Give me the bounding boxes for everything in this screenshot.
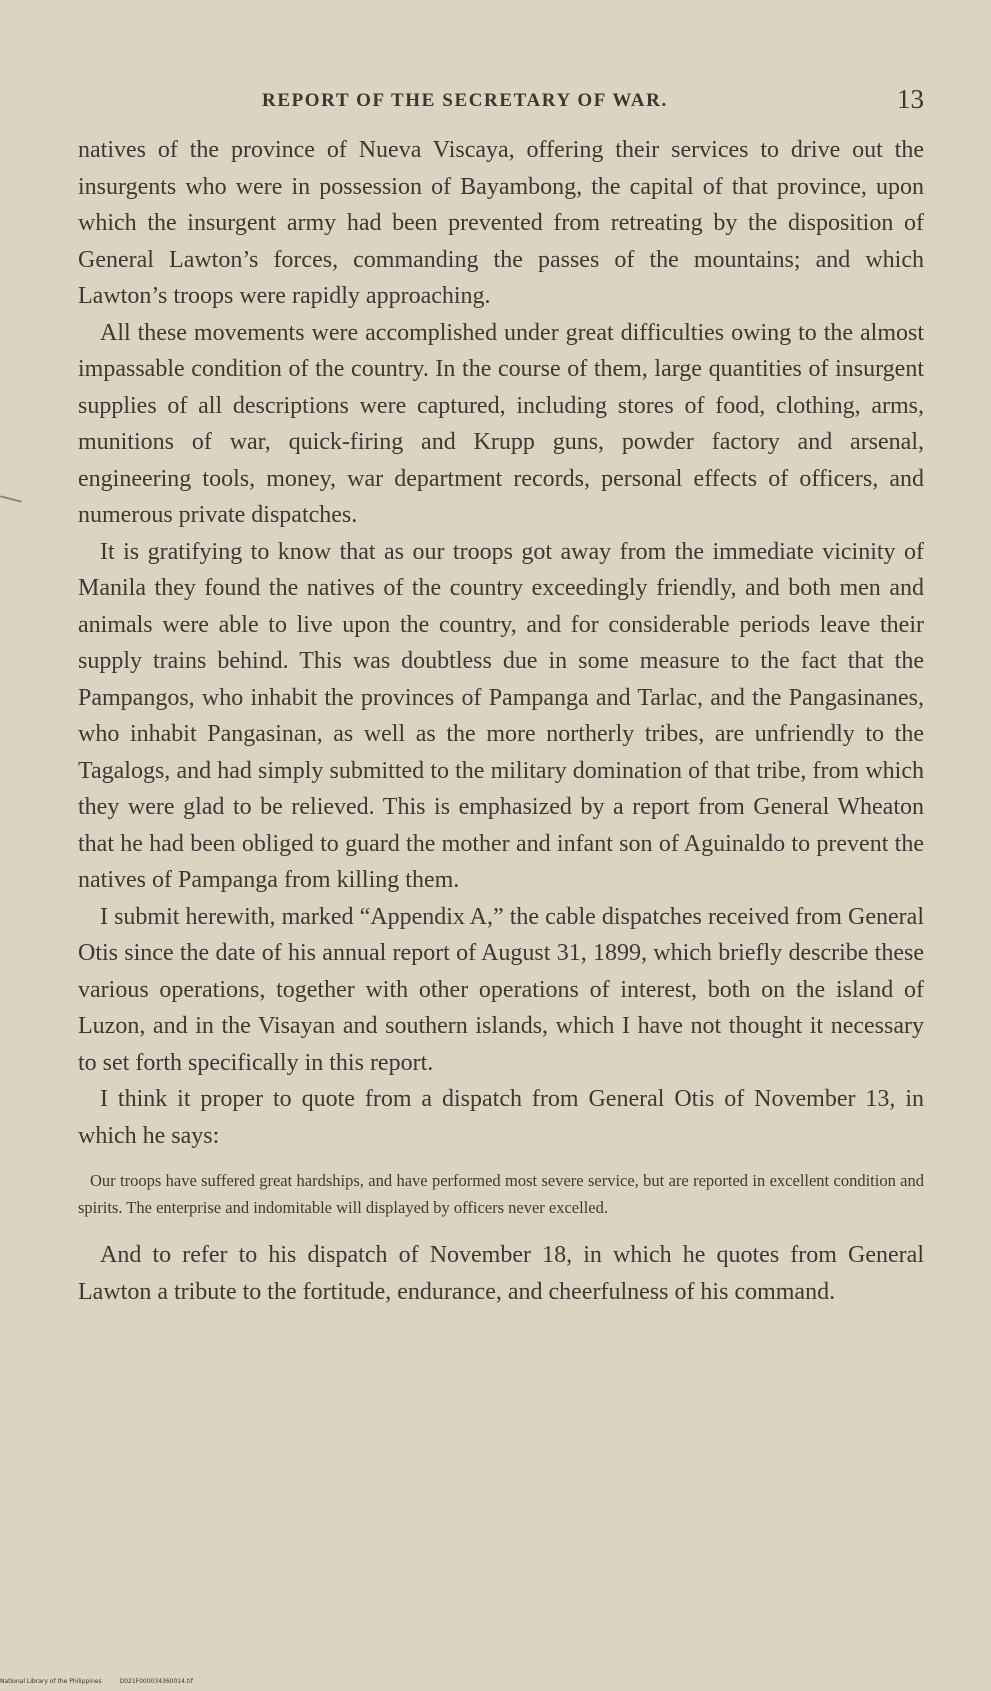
paragraph-continuation: natives of the province of Nueva Viscaya, offering their services to drive out the insurgents who were in possession of Bayambong, the capital of that province, upon which the insurgent army had been prevented from retreating by the disposition of General Lawton’s forces, commanding the passes of the mountains; and which Lawton’s troops were rapidly approaching.: [78, 137, 924, 309]
page-crease-mark: [0, 495, 22, 502]
running-head: [0, 84, 991, 118]
body-text: [78, 132, 924, 1310]
running-title: REPORT OF THE SECRETARY OF WAR.: [262, 90, 668, 111]
block-quote: Our troops have suffered great hardships, and have performed most severe service, but are reported in excellent condition and spirits. The enterprise and indomitable will displayed by officers never excelled.: [78, 1171, 924, 1217]
footer-library: National Library of the Philippines: [0, 1678, 102, 1685]
paragraph-appendix: I submit herewith, marked “Appendix A,” the cable dispatches received from General Otis since the date of his annual report of August 31, 1899, which briefly describe these various operations, together with other operations of interest, both on the island of Luzon, and in the Visayan and southern islands, which I have not thought it necessary to set forth specifically in this report.: [78, 903, 924, 1076]
footer-identifier: D021F000034360014.tif: [119, 1678, 193, 1685]
page-number: 13: [897, 84, 924, 114]
footer-credit: [0, 1678, 193, 1685]
paragraph-movements: All these movements were accomplished under great difficulties owing to the almost impassable condition of the country. In the course of them, large quantities of insurgent supplies of all descriptions were captured, including stores of food, clothing, arms, munitions of war, quick-firing and Krupp guns, powder factory and arsenal, engineering tools, money, war department records, personal effects of officers, and numerous private dispatches.: [78, 319, 924, 528]
paragraph-natives-friendly: It is gratifying to know that as our troops got away from the immediate vicinity of Manila they found the natives of the country exceedingly friendly, and both men and animals were able to live upon the country, and for considerable periods leave their supply trains behind. This was doubtless due in some measure to the fact that the Pampangos, who inhabit the provinces of Pampanga and Tarlac, and the Pangasinanes, who inhabit Pangasinan, as well as the more northerly tribes, are unfriendly to the Tagalogs, and had simply submitted to the military domination of that tribe, from which they were glad to be relieved. This is emphasized by a report from General Wheaton that he had been obliged to guard the mother and infant son of Aguinaldo to prevent the natives of Pampanga from killing them.: [78, 538, 924, 893]
paragraph-quote-intro: I think it proper to quote from a dispatch from General Otis of November 13, in which he says:: [78, 1086, 924, 1149]
paragraph-closing: And to refer to his dispatch of November 18, in which he quotes from General Lawton a tribute to the fortitude, endurance, and cheerfulness of his command.: [78, 1242, 924, 1305]
